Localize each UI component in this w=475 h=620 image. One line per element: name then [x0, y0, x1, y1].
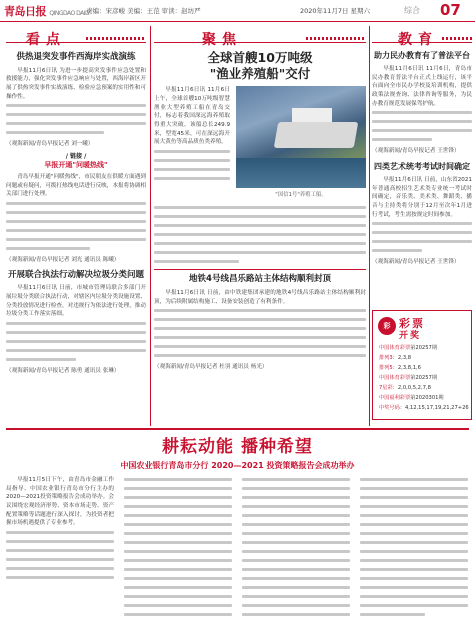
- logo-text: 青岛日报: [4, 5, 46, 18]
- lottery-subtitle: 开奖: [399, 331, 422, 341]
- article-headline: 地铁4号线昌乐路站主体结构顺利封顶: [189, 274, 331, 285]
- page-number: 07: [440, 1, 461, 19]
- lead-headline-2: "渔业养殖船"交付: [209, 65, 311, 81]
- article-credit: （观海新闻/青岛早报记者 王世锋）: [372, 148, 460, 155]
- article-body: 早报11月5日下午，由青岛市金融工作局指导、中国农业银行青岛市分行主办的2020—2021投资策略报告会成功举办。会议围绕宏观经济形势、资本市场走势、资产配置策略等话题进行深入探讨，为投资者把握市场机遇提供了专业参考。: [6, 477, 114, 527]
- article-credit: （观海新闻/青岛早报记者 王世锋）: [372, 259, 460, 266]
- column-header-right: [372, 26, 472, 48]
- editor-credits: 责编：宋彦峻 美编：王范 审读：赵坊严: [86, 7, 201, 15]
- lottery-title: 彩票: [399, 317, 425, 330]
- ship-photo: [236, 86, 366, 188]
- article-body: 早报11月6日讯 11月6日，青岛市民办教育普法平台正式上线运行，该平台面向全市民办学校及培训机构，提供政策法规查询、法律咨询等服务，为民办教育规范发展保驾护航。: [372, 66, 472, 107]
- masthead: [0, 0, 475, 22]
- bottom-subheadline: 中国农业银行青岛市分行 2020—2021 投资策略报告会成功举办: [120, 461, 355, 470]
- article-headline: 助力民办教育有了普法平台: [374, 51, 470, 60]
- article-credit: （观海新闻/青岛早报记者 杜羽 通讯员 杨光）: [154, 364, 268, 371]
- article-body: 早报11月6日讯 日前，由中铁建集团承建的地铁4号线昌乐路站主体结构顺利封顶，为后续附属结构施工、设备安装创造了有利条件。: [154, 289, 366, 305]
- article-body: 早报11月6日讯 日前，市城市管理局联合多部门开展垃圾分类联合执法行动，对辖区内垃圾分类设施设置、分类投放情况进行检查，对违规行为依法进行处理，推动垃圾分类工作落实落细。: [6, 285, 146, 318]
- link-label: / 链接 /: [65, 152, 87, 160]
- issue-date: 2020年11月7日 星期六: [300, 7, 371, 15]
- article-headline: 四类艺术统考考试时间确定: [374, 161, 470, 171]
- article-body: 青岛早报开通"问暖热线"，市民朋友在供暖方面遇到问题或有疑问，可拨打热线电话进行反映，本报将协调相关部门进行处理。: [6, 174, 146, 198]
- column-header-left: [6, 26, 146, 48]
- photo-caption: "国信1号"养殖工船。: [275, 192, 327, 199]
- article-credit: （观海新闻/青岛早报记者 刘一曦）: [6, 141, 94, 148]
- column-center: [154, 26, 366, 426]
- column-title: 聚焦: [202, 32, 242, 48]
- article-headline: 开展联合执法行动解决垃圾分类问题: [7, 269, 144, 280]
- column-title: 看点: [26, 32, 66, 48]
- article-subhead: 早报开通"问暖热线": [44, 161, 108, 170]
- article-headline: 供热退突发事件西海岸实战演练: [16, 52, 136, 62]
- logo-sub: QINGDAO DAILY: [49, 10, 91, 17]
- lottery-line: 排列5：2,3,8,1,6: [379, 365, 421, 371]
- bottom-headline-block: [0, 432, 475, 471]
- column-header-center: [154, 26, 366, 48]
- lottery-results-box: [372, 310, 472, 420]
- article-credit: （观海新闻/青岛早报记者 刘光 通讯员 陈曦）: [6, 257, 120, 264]
- column-left: [6, 26, 146, 426]
- lottery-line: 中奖号码：4,12,15,17,19,21,27+26: [379, 405, 469, 411]
- article-body: 早报11月6日讯 为进一步提高突发事件应急处置和救援能力，强化突发事件应急响应与处置，西海岸新区开展了供热突发事件实战演练，检验应急预案的实用性和可操作性。: [6, 67, 146, 100]
- lottery-line: 7星彩：2,0,0,5,2,7,8: [379, 385, 431, 391]
- lottery-line: 中国体育彩票第20257期: [379, 375, 438, 381]
- lottery-line: 中国福利彩票第2020301期: [379, 395, 444, 401]
- lottery-line: 中国体育彩票第20257期: [379, 345, 438, 351]
- column-title: 教育: [398, 32, 438, 48]
- lottery-line: 排列3：2,3,8: [379, 355, 412, 361]
- article-body: 早报11月6日讯 日前，山东省2021年普通高校招生艺术类专业统一考试时间确定，音乐类、美术类、舞蹈类、播音与主持类将分别于12月至次年1月进行考试，考生需按规定时间参加。: [372, 176, 472, 218]
- newspaper-logo: [4, 3, 90, 19]
- lead-headline-1: 全球首艘10万吨级: [207, 50, 313, 65]
- lottery-icon: 彩: [378, 317, 396, 335]
- section-name: 综合: [404, 6, 420, 15]
- lead-article-block: [154, 86, 366, 202]
- column-right: [372, 26, 472, 308]
- bottom-article: [6, 476, 469, 616]
- article-body: 早报11月6日讯 11月6日上午，全球首艘10万吨级智慧渔业大型养殖工船在青岛交付，标志着我国深远海养殖取得重大突破。该船总长249.9米，型宽45米，可在深远海开展大黄鱼等高品质鱼类养殖。: [154, 87, 230, 146]
- bottom-headline: 耕耘动能 播种希望: [162, 437, 313, 457]
- article-credit: （观海新闻/青岛早报记者 陈勇 通讯员 张琳）: [6, 368, 120, 375]
